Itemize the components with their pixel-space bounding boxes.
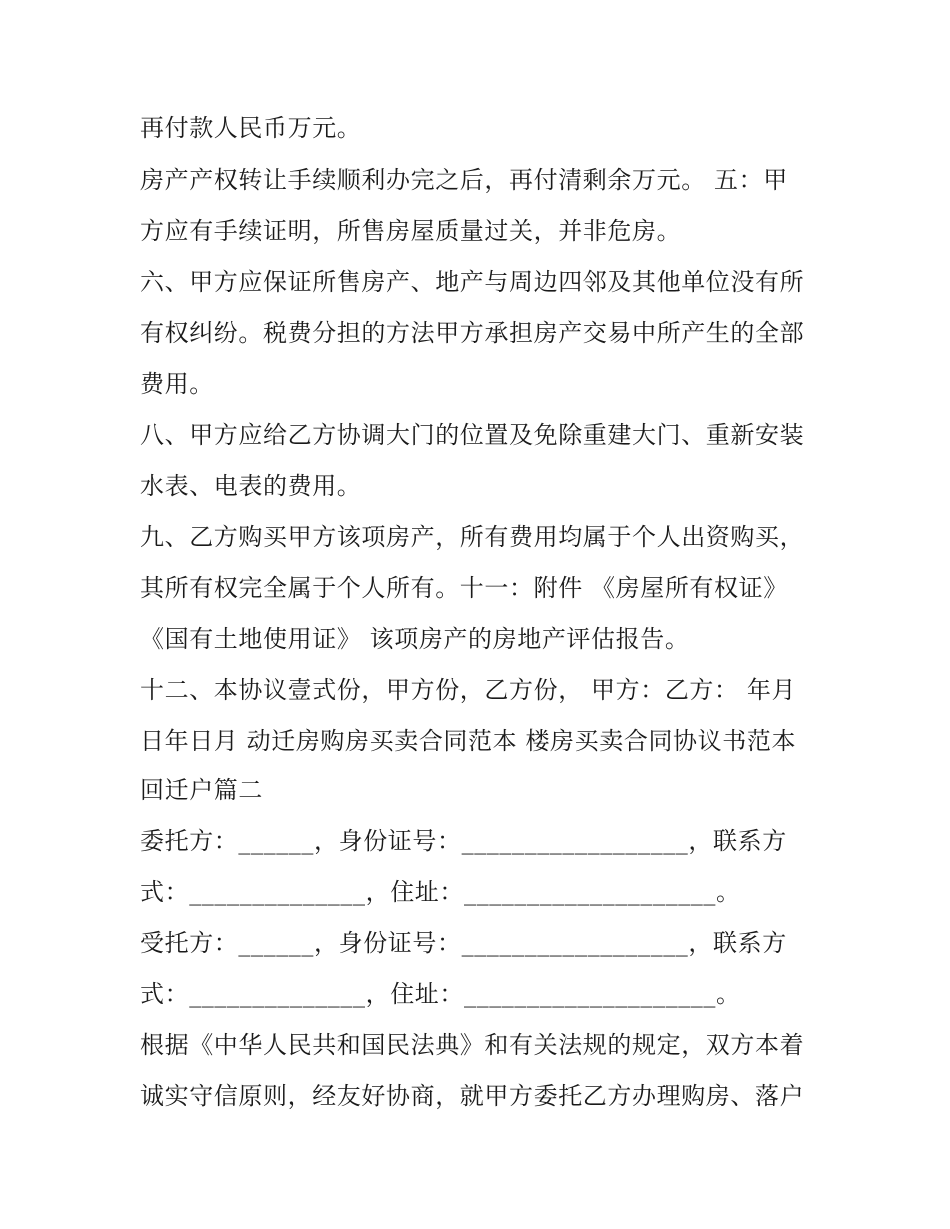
text-line: 回迁户篇二 — [140, 776, 263, 804]
text-line: 六、甲方应保证所售房产、地产与周边四邻及其他单位没有所 — [140, 268, 805, 296]
form-field-line: 委托方：______，身份证号：__________________，联系方 — [140, 827, 787, 855]
text-line: 根据《中华人民共和国民法典》和有关法规的规定，双方本着 — [140, 1031, 805, 1059]
text-line: 再付款人民币万元。 — [140, 114, 362, 142]
text-line: 有权纠纷。税费分担的方法甲方承担房产交易中所产生的全部 — [140, 319, 805, 347]
text-line: 八、甲方应给乙方协调大门的位置及免除重建大门、重新安装 — [140, 421, 805, 449]
text-line: 十二、本协议壹式份，甲方份，乙方份， 甲方：乙方： 年月 — [140, 676, 797, 704]
text-line: 日年日月 动迁房购房买卖合同范本 楼房买卖合同协议书范本 — [140, 727, 797, 755]
form-field-line: 受托方：______，身份证号：__________________，联系方 — [140, 929, 787, 957]
text-line: 其所有权完全属于个人所有。十一：附件 《房屋所有权证》 — [140, 574, 788, 602]
text-line: 方应有手续证明，所售房屋质量过关，并非危房。 — [140, 217, 682, 245]
form-field-line: 式：______________，住址：____________________。 — [140, 878, 741, 906]
form-field-line: 式：______________，住址：____________________。 — [140, 980, 741, 1008]
text-line: 九、乙方购买甲方该项房产，所有费用均属于个人出资购买， — [140, 523, 805, 551]
text-line: 《国有土地使用证》 该项房产的房地产评估报告。 — [140, 625, 690, 653]
text-line: 诚实守信原则，经友好协商，就甲方委托乙方办理购房、落户 — [140, 1082, 805, 1110]
text-line: 费用。 — [140, 370, 214, 398]
text-line: 房产产权转让手续顺利办完之后，再付清剩余万元。 五：甲 — [140, 166, 788, 194]
text-line: 水表、电表的费用。 — [140, 472, 362, 500]
